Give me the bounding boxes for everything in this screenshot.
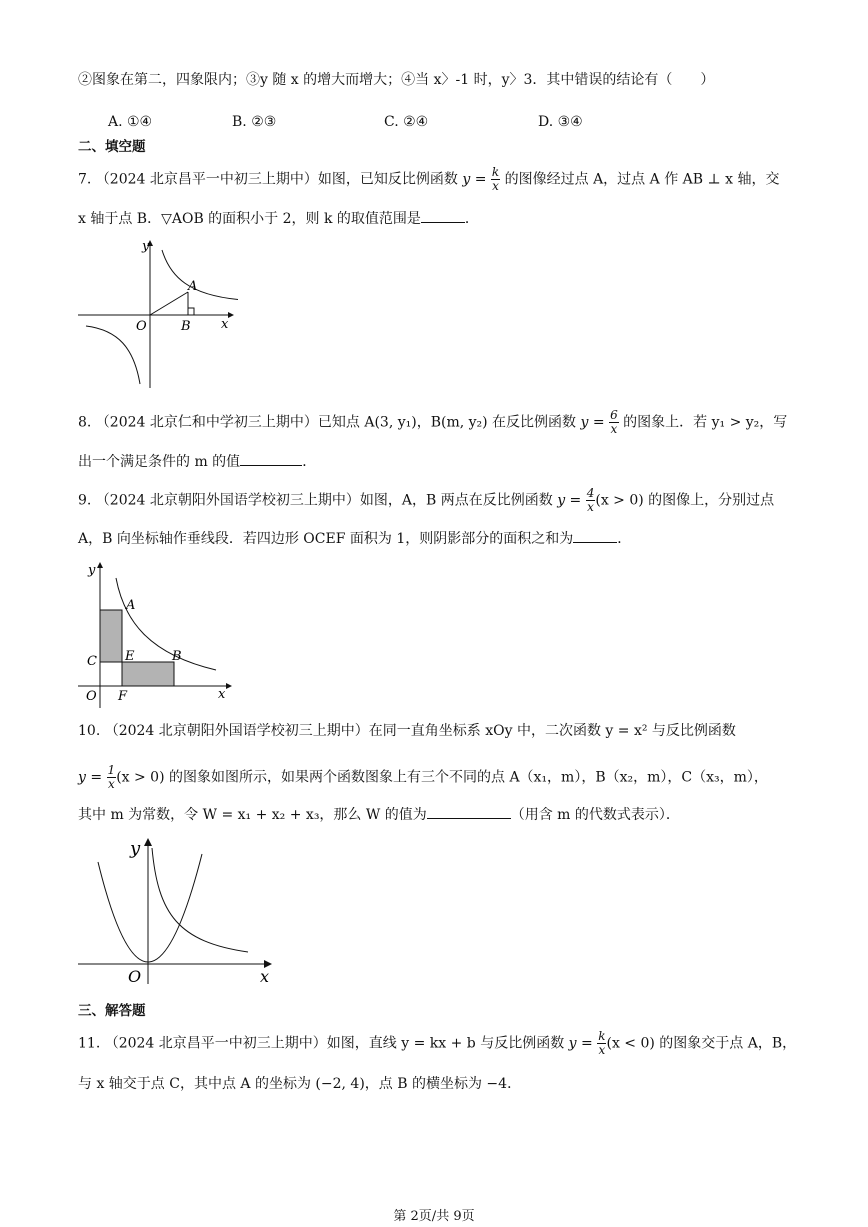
- q6-option-c: C. ②④: [384, 114, 429, 130]
- q7-text-b: 的图像经过点 A，过点 A 作 AB ⊥ x 轴，交: [500, 171, 780, 188]
- section-heading-fill-blank: 二、填空题: [78, 139, 146, 155]
- q10-text-line3a: 其中 m 为常数，令 W = x₁ + x₂ + x₃，那么 W 的值为: [78, 807, 427, 823]
- q8-text-line2: 出一个满足条件的 m 的值 ．: [78, 451, 316, 472]
- q7-label-a: A: [188, 279, 198, 294]
- q9-text-a: 9. （2024 北京朝阳外国语学校初三上期中）如图，A，B 两点在反比例函数: [78, 492, 558, 509]
- q11-text-line2: 与 x 轴交于点 C，其中点 A 的坐标为 (−2, 4)，点 B 的横坐标为 −4．: [78, 1076, 522, 1092]
- q6-option-d: D. ③④: [538, 114, 583, 130]
- q9-label-b: B: [172, 649, 182, 664]
- q10-text-line3b: （用含 m 的代数式表示）．: [510, 807, 680, 823]
- q11-text-line1: [78, 1030, 796, 1057]
- q9-label-y: y: [88, 563, 96, 578]
- q10-fraction: [107, 764, 117, 791]
- q8-text-line2-content: 出一个满足条件的 m 的值: [78, 454, 241, 470]
- q9-label-e: E: [125, 649, 135, 664]
- q7-text-line2-content: x 轴于点 B．▽AOB 的面积小于 2，则 k 的取值范围是: [78, 211, 421, 227]
- q7-frac-num: k: [491, 165, 500, 179]
- q9-frac-den: x: [587, 500, 594, 514]
- q9-answer-blank[interactable]: [573, 528, 617, 543]
- q10-frac-den: x: [107, 777, 115, 791]
- q9-text-b: (x > 0) 的图像上，分别过点: [595, 492, 775, 509]
- q8-frac-den: x: [610, 422, 618, 436]
- q9-frac-num: 4: [586, 486, 595, 500]
- q9-func-left: y =: [557, 492, 582, 509]
- q9-fraction: [586, 487, 596, 514]
- q8-fraction: [609, 409, 619, 436]
- q10-func-left: y =: [78, 769, 103, 786]
- q7-text-line2: x 轴于点 B．▽AOB 的面积小于 2，则 k 的取值范围是 ．: [78, 208, 479, 229]
- page-footer: 第 2页/共 9页: [393, 1209, 475, 1224]
- q6-continuation: ②图象在第二，四象限内；③y 随 x 的增大而增大；④当 x〉-1 时，y〉3．其中错误的结论有（ ）: [78, 72, 715, 88]
- q10-answer-blank[interactable]: [427, 804, 511, 819]
- q9-text-line1: [78, 487, 774, 514]
- q7-text-a: 7. （2024 北京昌平一中初三上期中）如图，已知反比例函数: [78, 171, 463, 188]
- q7-frac-den: x: [492, 179, 499, 193]
- q10-label-y: y: [130, 838, 141, 859]
- q8-text-line1: [78, 409, 787, 436]
- q7-figure: [78, 238, 238, 390]
- q7-label-b: B: [181, 319, 191, 334]
- q7-text-line1: [78, 166, 779, 193]
- q7-label-x: x: [221, 317, 229, 332]
- q9-label-c: C: [87, 654, 97, 669]
- q8-func-left: y =: [580, 414, 605, 431]
- q10-text-line2: [78, 764, 768, 791]
- section-heading-answer: 三、解答题: [78, 1003, 146, 1019]
- q11-func-left: y =: [568, 1035, 593, 1052]
- q11-text-b: (x < 0) 的图象交于点 A，B，: [606, 1035, 797, 1052]
- q9-figure: [78, 558, 238, 710]
- q10-label-o: O: [128, 967, 142, 986]
- q11-frac-num: k: [598, 1029, 606, 1043]
- q10-figure: [78, 834, 278, 986]
- q6-option-a: A. ①④: [108, 114, 153, 130]
- q6-option-b: B. ②③: [232, 114, 277, 130]
- q7-answer-blank[interactable]: [421, 208, 465, 223]
- q7-fraction: [491, 166, 500, 193]
- q9-text-line2-content: A，B 向坐标轴作垂线段．若四边形 OCEF 面积为 1，则阴影部分的面积之和为: [78, 531, 574, 547]
- q8-answer-blank[interactable]: [240, 451, 302, 466]
- q10-text-line2-content: (x > 0) 的图象如图所示，如果两个函数图象上有三个不同的点 A（x₁，m），B（x₂，m），C（x₃，m），: [116, 769, 768, 786]
- q9-label-x: x: [218, 687, 226, 702]
- q10-text-line3: [78, 804, 680, 825]
- q7-label-o: O: [136, 319, 147, 334]
- q9-text-line2: A，B 向坐标轴作垂线段．若四边形 OCEF 面积为 1，则阴影部分的面积之和为 ．: [78, 528, 631, 549]
- q8-frac-num: 6: [610, 408, 618, 422]
- q8-text-a: 8. （2024 北京仁和中学初三上期中）已知点 A(3, y₁)，B(m, y₂) 在反比例函数: [78, 414, 581, 431]
- q7-func-left: y =: [462, 171, 487, 188]
- q8-text-b: 的图象上．若 y₁ > y₂，写: [618, 414, 788, 431]
- q9-label-o: O: [86, 689, 97, 704]
- q10-text-line1: 10. （2024 北京朝阳外国语学校初三上期中）在同一直角坐标系 xOy 中，二次函数 y = x² 与反比例函数: [78, 723, 736, 739]
- q9-label-a: A: [126, 598, 136, 613]
- q9-label-f: F: [118, 689, 128, 704]
- q11-frac-den: x: [598, 1043, 606, 1057]
- q7-label-y: y: [142, 239, 150, 254]
- q10-frac-num: 1: [107, 763, 116, 777]
- q10-label-x: x: [260, 967, 270, 986]
- q11-text-a: 11. （2024 北京昌平一中初三上期中）如图，直线 y = kx + b 与反比例函数: [78, 1035, 569, 1052]
